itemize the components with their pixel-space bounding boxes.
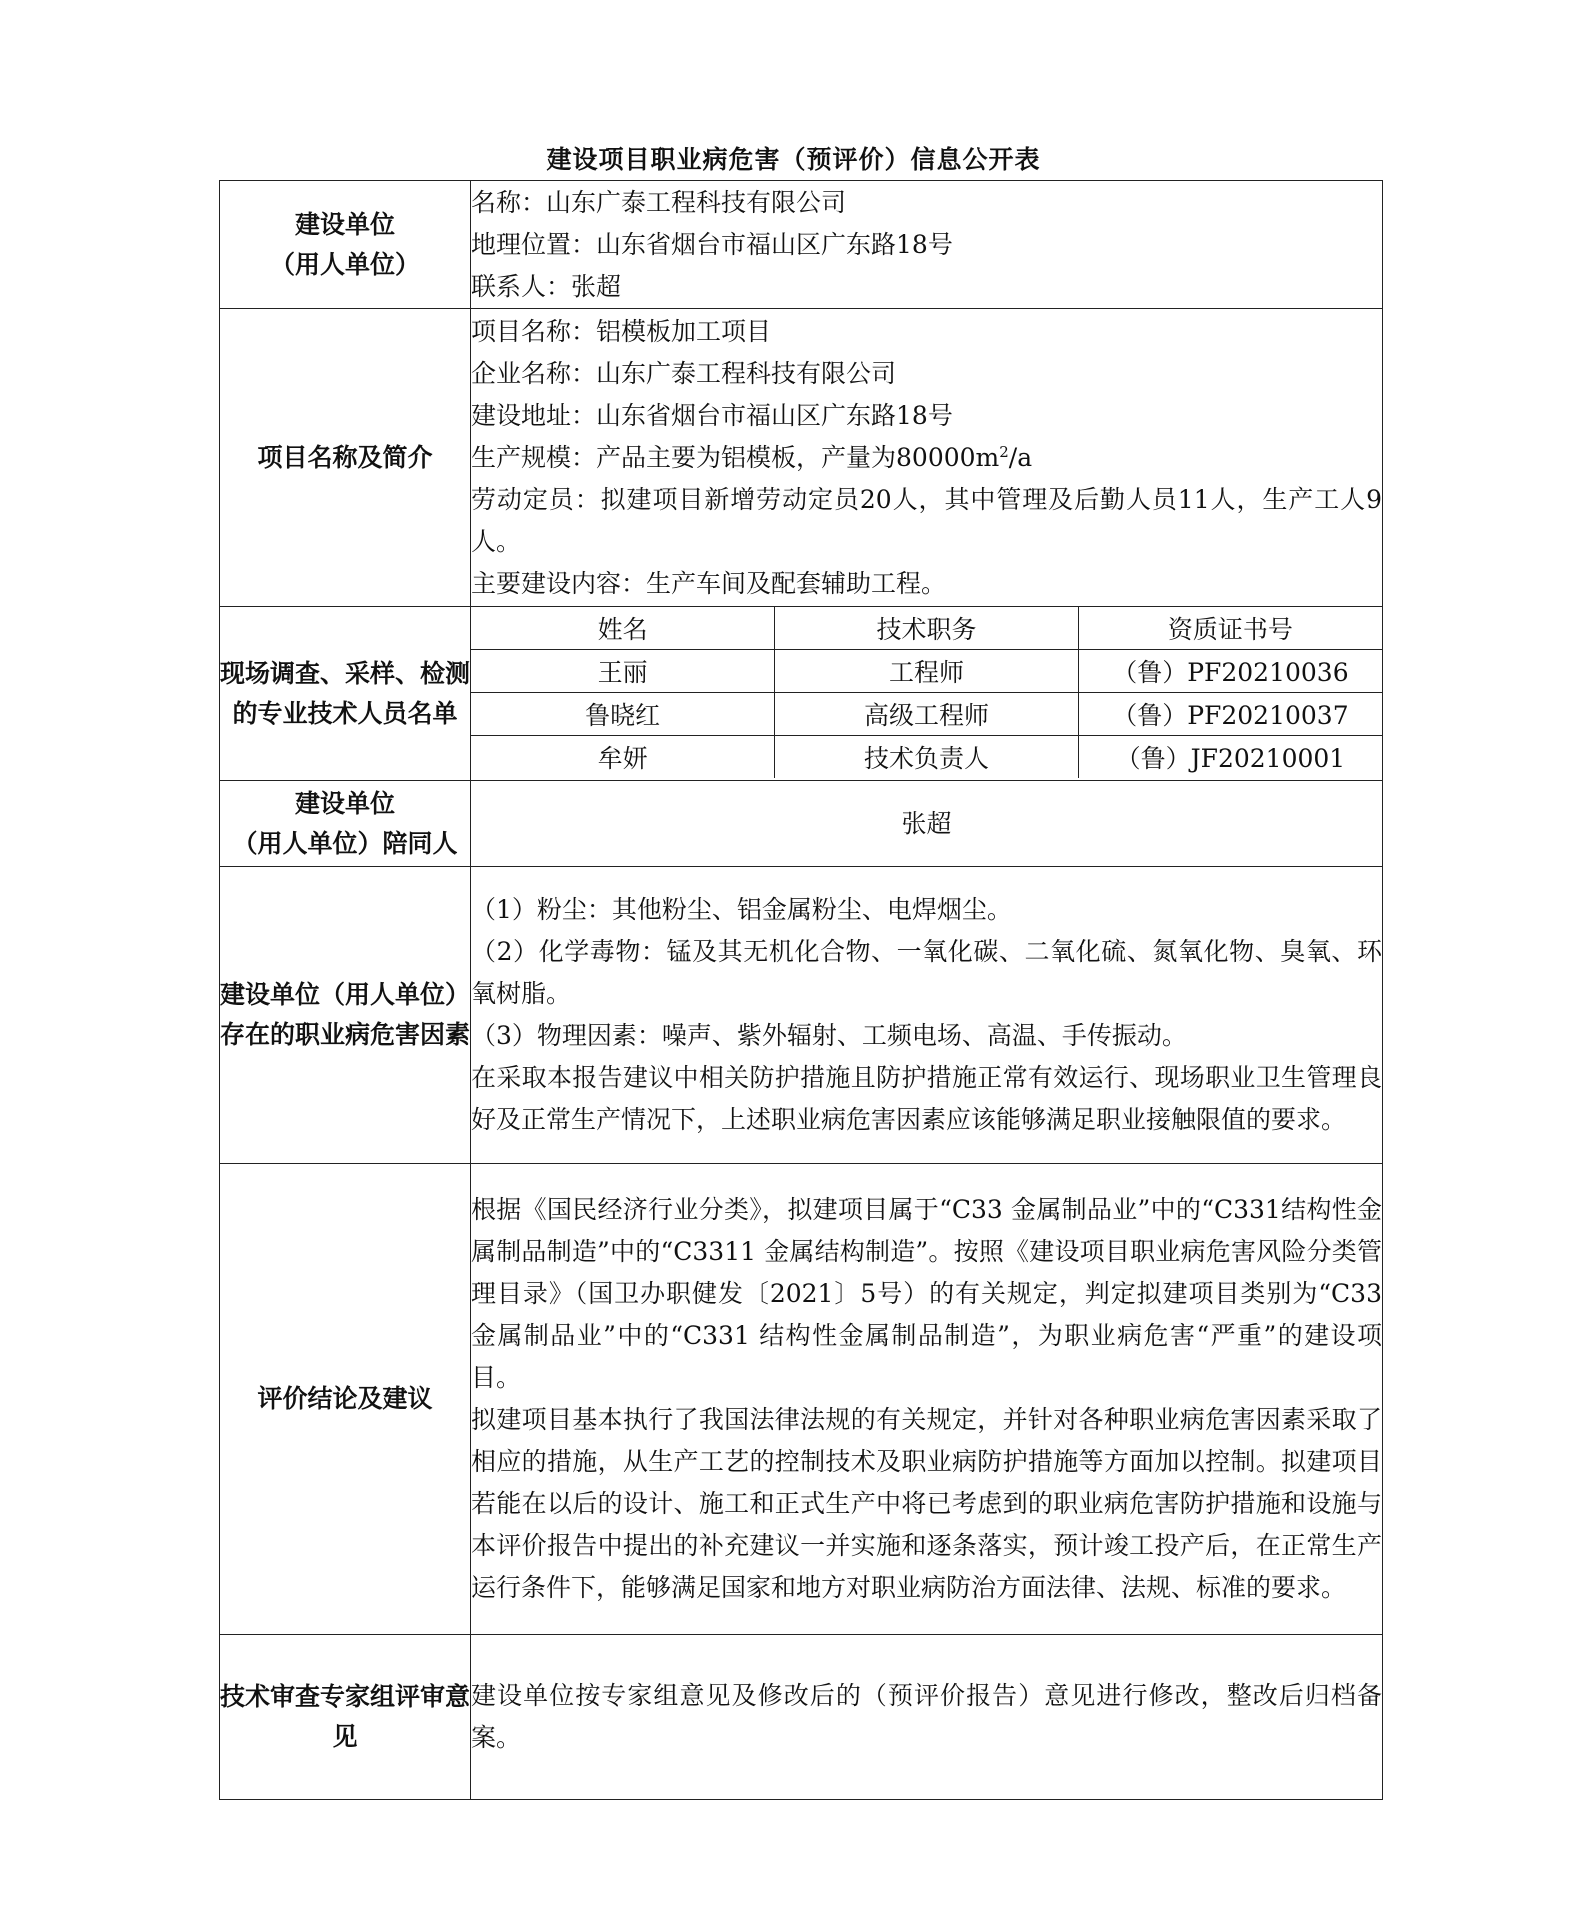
staff-header-title: 技术职务	[775, 607, 1079, 650]
staff-cert: （鲁）PF20210036	[1078, 650, 1382, 693]
hazards-label: 建设单位（用人单位）存在的职业病危害因素	[220, 867, 471, 1164]
companion-label-line1: 建设单位	[294, 788, 395, 818]
staff-table	[471, 607, 1382, 778]
hazards-content	[471, 867, 1383, 1164]
unit-label-line1: 建设单位	[294, 209, 395, 239]
info-table	[219, 180, 1383, 1800]
staff-cert: （鲁）JF20210001	[1078, 736, 1382, 779]
conclusion-label: 评价结论及建议	[220, 1164, 471, 1635]
staff-content	[471, 607, 1383, 781]
project-company: 企业名称：山东广泰工程科技有限公司	[471, 358, 897, 388]
staff-header-cert: 资质证书号	[1078, 607, 1382, 650]
row-project	[220, 309, 1383, 607]
staff-row	[471, 736, 1382, 779]
review-label: 技术审查专家组评审意见	[220, 1635, 471, 1800]
row-hazards	[220, 867, 1383, 1164]
staff-header-row	[471, 607, 1382, 650]
staff-header-name: 姓名	[471, 607, 775, 650]
staff-cert: （鲁）PF20210037	[1078, 693, 1382, 736]
hazard-item: （3）物理因素：噪声、紫外辐射、工频电场、高温、手传振动。	[471, 1021, 1187, 1050]
unit-label	[220, 181, 471, 309]
project-labor: 劳动定员：拟建项目新增劳动定员20人，其中管理及后勤人员11人，生产工人9人。	[471, 484, 1382, 556]
hazard-item: （1）粉尘：其他粉尘、铝金属粉尘、电焊烟尘。	[471, 895, 1012, 924]
conclusion-para2: 拟建项目基本执行了我国法律法规的有关规定，并针对各种职业病危害因素采取了相应的措施，从生产工艺的控制技术及职业病防护措施等方面加以控制。拟建项目若能在以后的设计、施工和正式生产中将已考虑到的职业病危害防护措施和设施与本评价报告中提出的补充建议一并实施和逐条落实，预计竣工投产后，在正常生产运行条件下，能够满足国家和地方对职业病防治方面法律、法规、标准的要求。	[471, 1405, 1382, 1602]
hazard-summary: 在采取本报告建议中相关防护措施且防护措施正常有效运行、现场职业卫生管理良好及正常生产情况下，上述职业病危害因素应该能够满足职业接触限值的要求。	[471, 1063, 1382, 1134]
row-unit	[220, 181, 1383, 309]
project-scale	[471, 437, 1382, 479]
project-name: 项目名称：铝模板加工项目	[471, 316, 772, 346]
staff-title: 工程师	[775, 650, 1079, 693]
project-build-content: 主要建设内容：生产车间及配套辅助工程。	[471, 568, 947, 598]
staff-label: 现场调查、采样、检测的专业技术人员名单	[220, 607, 471, 781]
project-label: 项目名称及简介	[220, 309, 471, 607]
staff-row	[471, 650, 1382, 693]
project-address: 建设地址：山东省烟台市福山区广东路18号	[471, 400, 953, 430]
page-title: 建设项目职业病危害（预评价）信息公开表	[546, 145, 1041, 174]
companion-label-line2: （用人单位）陪同人	[232, 828, 458, 858]
row-conclusion	[220, 1164, 1383, 1635]
row-staff	[220, 607, 1383, 781]
staff-name: 王丽	[471, 650, 775, 693]
unit-contact: 联系人：张超	[471, 271, 622, 301]
staff-title: 技术负责人	[775, 736, 1079, 779]
staff-name: 牟妍	[471, 736, 775, 779]
conclusion-para1: 根据《国民经济行业分类》，拟建项目属于“C33 金属制品业”中的“C331结构性金属制品制造”中的“C3311 金属结构制造”。按照《建设项目职业病危害风险分类管理目录》（国卫办职健发〔2021〕5号）的有关规定，判定拟建项目类别为“C33 金属制品业”中的“C331 结构性金属制品制造”，为职业病危害“严重”的建设项目。	[471, 1195, 1382, 1392]
staff-title: 高级工程师	[775, 693, 1079, 736]
conclusion-content	[471, 1164, 1383, 1635]
project-scale-sup: 2	[999, 442, 1009, 461]
project-scale-prefix: 生产规模：产品主要为铝模板，产量为80000m	[471, 442, 1000, 472]
staff-name: 鲁晓红	[471, 693, 775, 736]
unit-content	[471, 181, 1383, 309]
unit-label-line2: （用人单位）	[269, 249, 420, 279]
project-scale-suffix: /a	[1008, 442, 1033, 472]
unit-name: 名称：山东广泰工程科技有限公司	[471, 187, 847, 217]
companion-value: 张超	[471, 781, 1383, 867]
companion-label	[220, 781, 471, 867]
staff-row	[471, 693, 1382, 736]
review-value: 建设单位按专家组意见及修改后的（预评价报告）意见进行修改，整改后归档备案。	[471, 1635, 1383, 1800]
hazard-item: （2）化学毒物：锰及其无机化合物、一氧化碳、二氧化硫、氮氧化物、臭氧、环氧树脂。	[471, 937, 1382, 1008]
row-review	[220, 1635, 1383, 1800]
project-content	[471, 309, 1383, 607]
unit-location: 地理位置：山东省烟台市福山区广东路18号	[471, 229, 953, 259]
row-companion	[220, 781, 1383, 867]
